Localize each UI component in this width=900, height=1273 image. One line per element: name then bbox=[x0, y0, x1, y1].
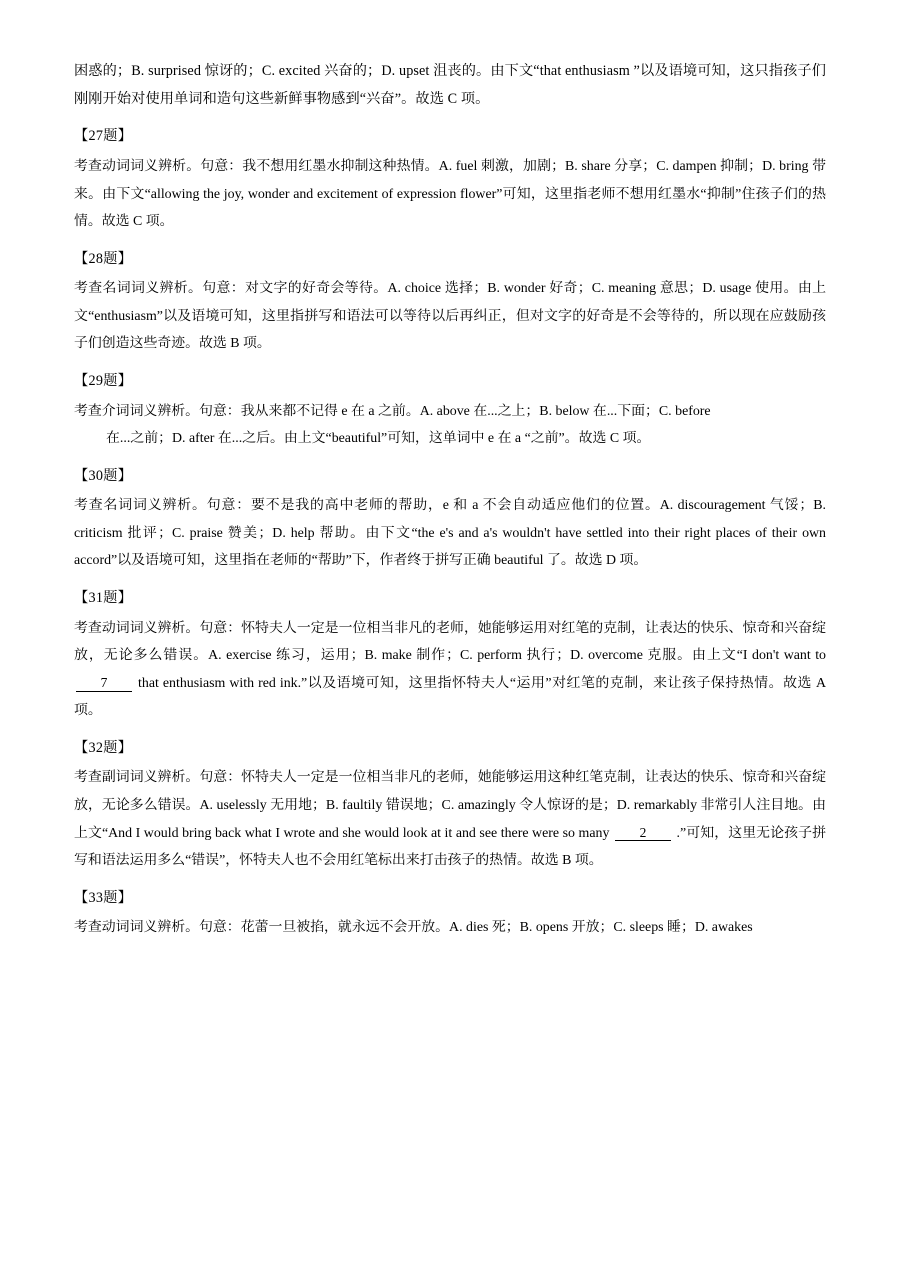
question-body-31-post: that enthusiasm with red ink.”以及语境可知，这里指怀特夫人“运用”对红笔的克制，来让孩子保持热情。故选 A 项。 bbox=[74, 675, 826, 719]
question-heading-29: 【29题】 bbox=[74, 372, 133, 389]
question-heading-33: 【33题】 bbox=[74, 889, 133, 906]
answer-blank-7: 7 bbox=[76, 676, 132, 692]
question-heading-30: 【30题】 bbox=[74, 467, 133, 484]
question-heading-31: 【31题】 bbox=[74, 589, 133, 606]
answer-blank-2: 2 bbox=[615, 826, 671, 842]
question-body-27: 考查动词词义辨析。句意：我不想用红墨水抑制这种热情。A. fuel 刺激，加剧；B. share 分享；C. dampen 抑制；D. bring 带来。由下文“allowing the joy, wonder and excitement of expression flower”可知，这里指老师不想用红墨水“抑制”住孩子们的热情。故选 C 项。 bbox=[74, 159, 826, 230]
question-body-31 bbox=[74, 615, 826, 725]
question-body-29 bbox=[74, 398, 826, 453]
question-body-32-pre: 考查副词词义辨析。句意：怀特夫人一定是一位相当非凡的老师，她能够运用这种红笔克制，让表达的快乐、惊奇和兴奋绽放，无论多么错误。A. uselessly 无用地；B. faultily 错误地；C. amazingly 令人惊讶的是；D. remarkably 非常引人注目地。由上文“And I would bring back what I wrote and she would look at it and see there were so many bbox=[74, 770, 826, 841]
question-body-32 bbox=[74, 764, 826, 874]
question-body-33: 考查动词词义辨析。句意：花蕾一旦被掐，就永远不会开放。A. dies 死；B. opens 开放；C. sleeps 睡；D. awakes bbox=[74, 920, 753, 936]
question-body-28: 考查名词词义辨析。句意：对文字的好奇会等待。A. choice 选择；B. wonder 好奇；C. meaning 意思；D. usage 使用。由上文“enthusiasm”以及语境可知，这里指拼写和语法可以等待以后再纠正，但对文字的好奇是不会等待的，所以现在应鼓励孩子们创造这些奇迹。故选 B 项。 bbox=[74, 281, 826, 352]
question-body-32-post: .”可知，这里无论孩子拼写和语法运用多么“错误”，怀特夫人也不会用红笔标出来打击孩子的热情。故选 B 项。 bbox=[74, 825, 826, 869]
question-heading-27: 【27题】 bbox=[74, 128, 133, 145]
question-heading-28: 【28题】 bbox=[74, 250, 133, 267]
paragraph-continuation: 困惑的；B. surprised 惊讶的；C. excited 兴奋的；D. upset 沮丧的。由下文“that enthusiasm ”以及语境可知，这只指孩子们刚刚开始对使用单词和造句这些新鲜事物感到“兴奋”。故选 C 项。 bbox=[74, 63, 826, 107]
question-body-31-pre: 考查动词词义辨析。句意：怀特夫人一定是一位相当非凡的老师，她能够运用对红笔的克制，让表达的快乐、惊奇和兴奋绽放，无论多么错误。A. exercise 练习，运用；B. make 制作；C. perform 执行；D. overcome 克服。由上文“I don't want to bbox=[74, 620, 826, 664]
question-body-30: 考查名词词义辨析。句意：要不是我的高中老师的帮助，e 和 a 不会自动适应他们的位置。A. discouragement 气馁；B. criticism 批评；C. praise 赞美；D. help 帮助。由下文“the e's and a's wouldn't have settled into their right places of their own accord”以及语境可知，这里指在老师的“帮助”下，作者终于拼写正确 beautiful 了。故选 D 项。 bbox=[74, 498, 826, 569]
question-body-29-line2: 在...之前；D. after 在...之后。由上文“beautiful”可知，这单词中 e 在 a “之前”。故选 C 项。 bbox=[106, 431, 651, 447]
question-heading-32: 【32题】 bbox=[74, 739, 133, 756]
question-body-29-line1: 考查介词词义辨析。句意：我从来都不记得 e 在 a 之前。A. above 在...之上；B. below 在...下面；C. before bbox=[74, 403, 711, 419]
